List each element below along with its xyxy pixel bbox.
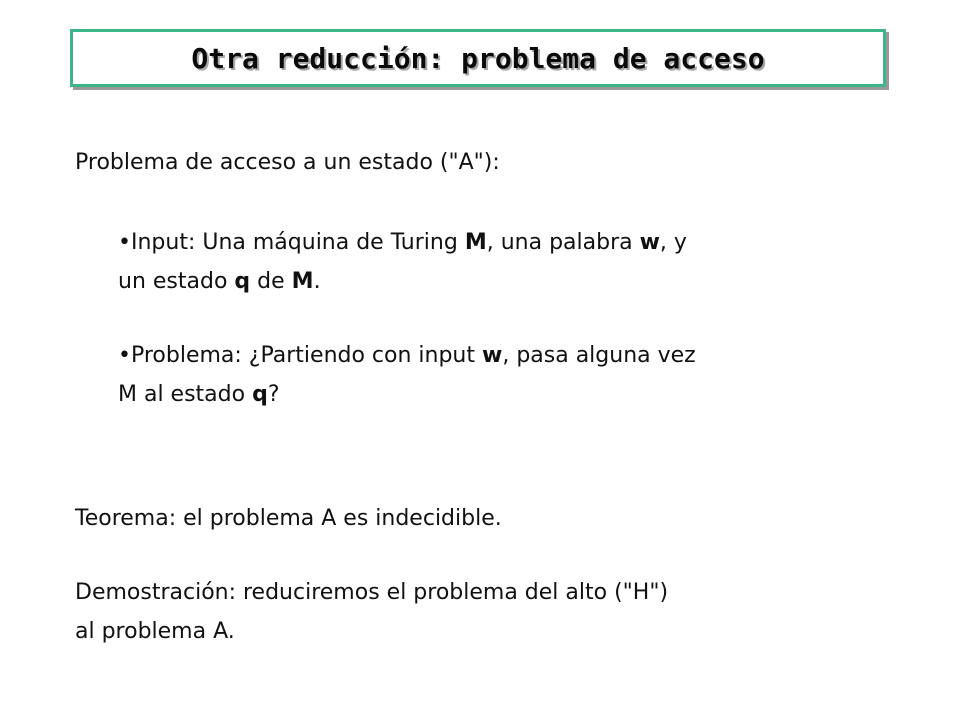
text-segment: un estado [118, 269, 235, 294]
bullet-input-line2 [118, 267, 321, 297]
theorem-text: Teorema: el problema A es indecidible. [75, 506, 502, 531]
proof-line2: al problema A. [75, 619, 235, 644]
intro-text: Problema de acceso a un estado ("A"): [75, 150, 500, 175]
text-segment: M al estado [118, 382, 253, 407]
slide-title-box [70, 29, 886, 87]
bullet-problema-line2 [118, 380, 280, 410]
text-segment: , una palabra [486, 230, 640, 255]
bold-symbol: M [291, 269, 314, 294]
text-segment: , pasa alguna vez [502, 343, 696, 368]
text-segment: de [250, 269, 292, 294]
bold-symbol: w [482, 343, 503, 368]
proof-line1: Demostración: reduciremos el problema del alto ("H") [75, 580, 669, 605]
text-segment: •Problema: ¿Partiendo con input [118, 343, 482, 368]
text-segment: , y [659, 230, 687, 255]
text-segment: •Input: Una máquina de Turing [118, 230, 465, 255]
bold-symbol: w [639, 230, 660, 255]
bold-symbol: q [234, 269, 251, 294]
bullet-input-line1 [118, 228, 687, 258]
slide-title: Otra reducción: problema de acceso [191, 41, 765, 75]
text-segment: ? [267, 382, 280, 407]
text-segment: . [313, 269, 321, 294]
bold-symbol: q [252, 382, 268, 407]
bullet-problema-line1 [118, 341, 696, 371]
bold-symbol: M [464, 230, 487, 255]
